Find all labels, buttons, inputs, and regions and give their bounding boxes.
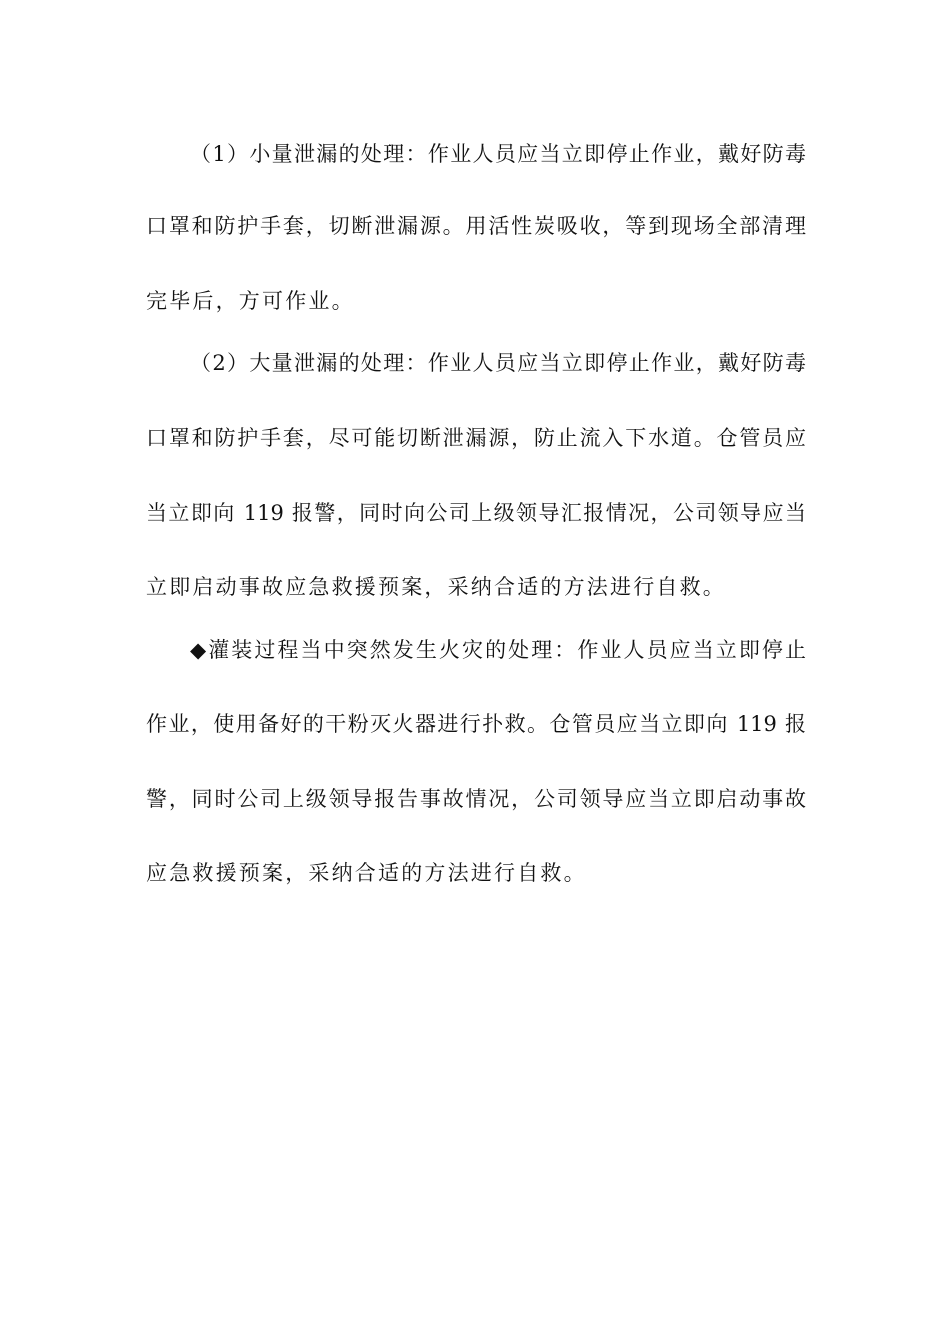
paragraph-3-line-4: 应急救援预案，采纳合适的方法进行自救。 — [146, 861, 587, 885]
paragraph-1-line-1: （1）小量泄漏的处理：作业人员应当立即停止作业，戴好防毒 — [190, 142, 806, 166]
paragraph-1-line-3: 完毕后，方可作业。 — [146, 289, 355, 313]
paragraph-2-line-4: 立即启动事故应急救援预案，采纳合适的方法进行自救。 — [146, 575, 726, 599]
paragraph-3-line-3: 警，同时公司上级领导报告事故情况，公司领导应当立即启动事故 — [146, 787, 806, 811]
paragraph-2-line-2: 口罩和防护手套，尽可能切断泄漏源，防止流入下水道。仓管员应 — [146, 426, 806, 450]
paragraph-3-line-1: ◆灌装过程当中突然发生火灾的处理：作业人员应当立即停止 — [190, 638, 806, 662]
paragraph-2-line-1: （2）大量泄漏的处理：作业人员应当立即停止作业，戴好防毒 — [190, 351, 806, 375]
paragraph-1-line-2: 口罩和防护手套，切断泄漏源。用活性炭吸收，等到现场全部清理 — [146, 214, 806, 238]
paragraph-3-line-2: 作业，使用备好的干粉灭火器进行扑救。仓管员应当立即向 119 报 — [146, 712, 806, 736]
paragraph-2-line-3: 当立即向 119 报警，同时向公司上级领导汇报情况，公司领导应当 — [146, 501, 806, 525]
